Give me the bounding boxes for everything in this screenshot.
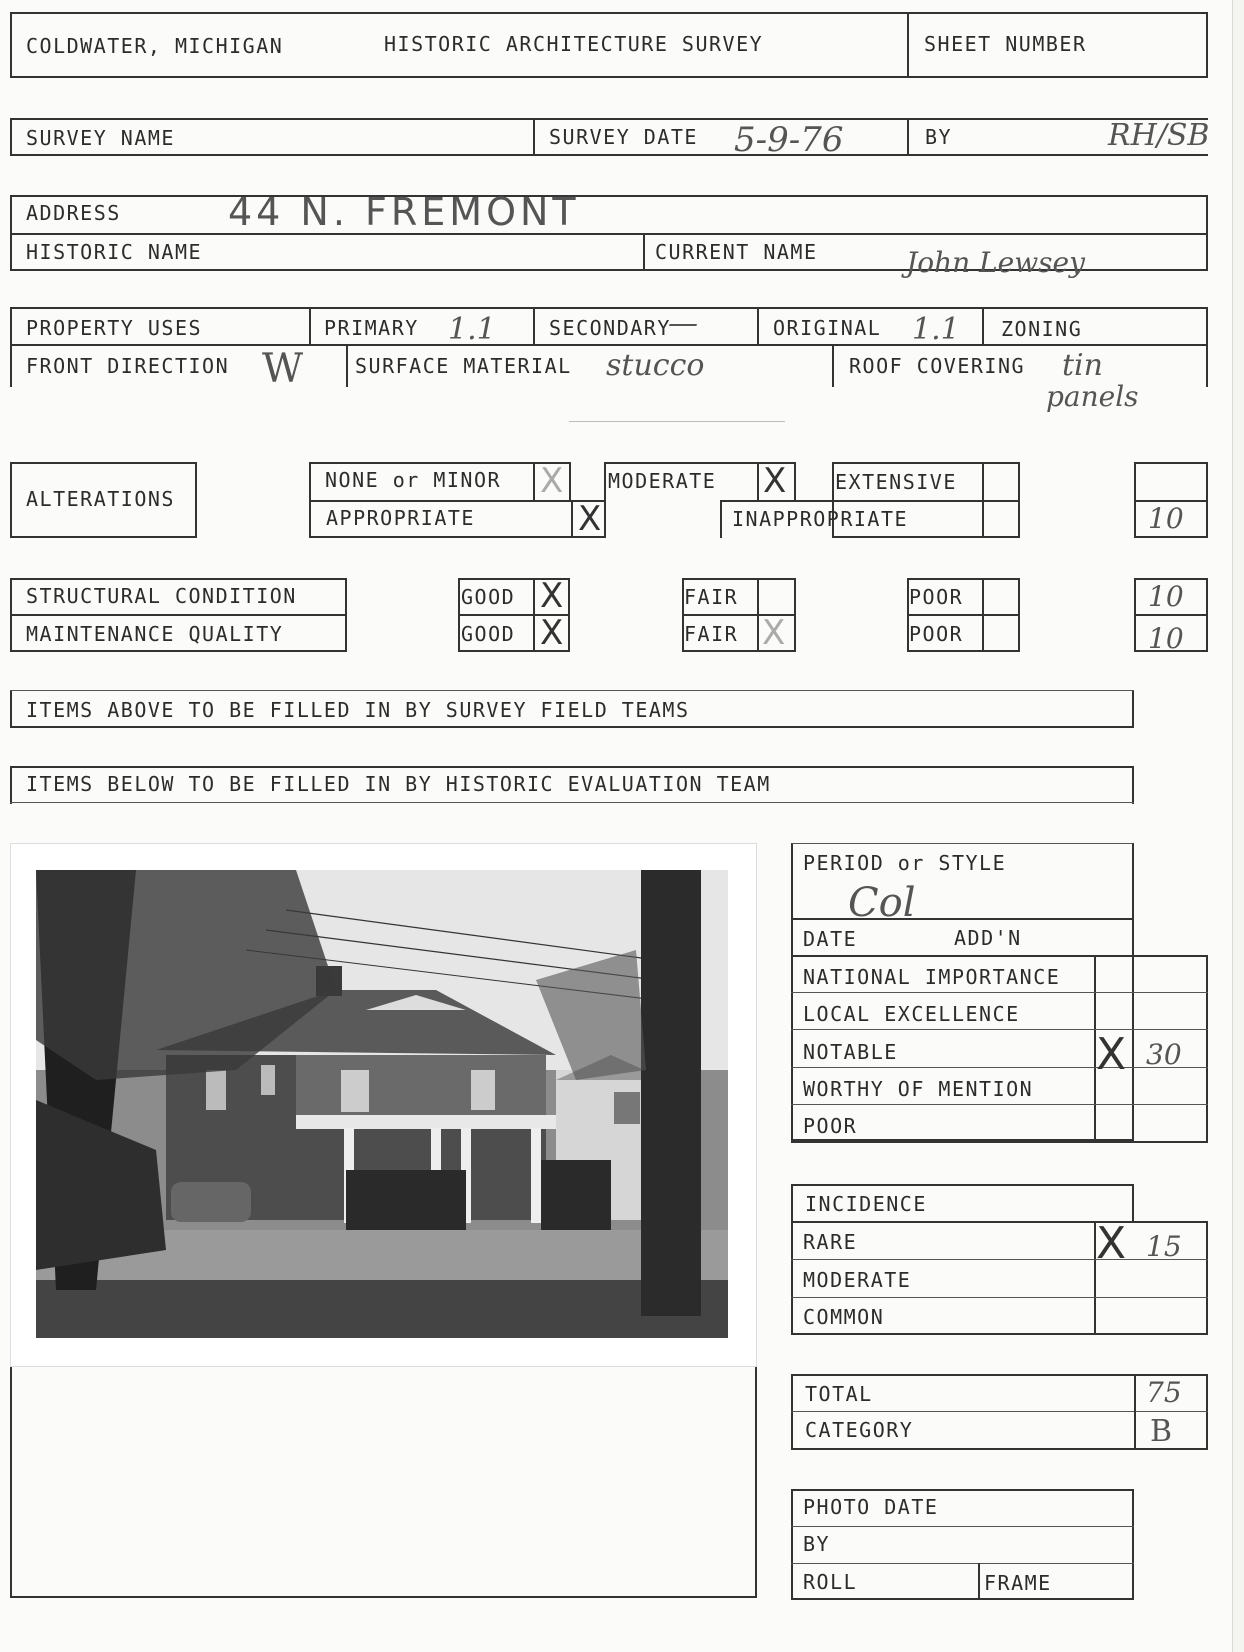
- incidence-row-2: [791, 1297, 1208, 1298]
- survey-by-value: RH/SB: [1108, 118, 1210, 153]
- header-divider: [907, 12, 909, 78]
- address-divider: [10, 233, 1208, 235]
- photo-info-row-1: [791, 1526, 1134, 1527]
- importance-row-4: [791, 1104, 1208, 1105]
- national-label: NATIONAL IMPORTANCE: [803, 965, 1061, 989]
- importance-bottom: [791, 1141, 1208, 1143]
- eval-poor-label: POOR: [803, 1114, 858, 1138]
- maintenance-fair-mark: X: [762, 613, 786, 653]
- property-uses-label: PROPERTY USES: [26, 316, 203, 340]
- moderate-label: MODERATE: [608, 469, 717, 493]
- primary-divider: [309, 307, 311, 345]
- none-minor-mark: X: [540, 461, 564, 501]
- rare-mark: X: [1096, 1218, 1127, 1269]
- note-above-top: [10, 690, 1134, 691]
- surface-divider: [346, 344, 348, 387]
- photo-info-row-2: [791, 1563, 1134, 1564]
- date-row-top: [791, 918, 1134, 920]
- frame-label: FRAME: [984, 1571, 1052, 1595]
- survey-divider-2: [907, 118, 909, 156]
- photo-by-label: BY: [803, 1532, 831, 1556]
- front-direction-label: FRONT DIRECTION: [26, 354, 230, 378]
- total-label: TOTAL: [805, 1382, 873, 1406]
- category-label: CATEGORY: [805, 1418, 914, 1442]
- maintenance-quality-label: MAINTENANCE QUALITY: [26, 622, 284, 646]
- good-check-divider: [533, 578, 535, 652]
- roof-covering-value-1: tin: [1062, 348, 1103, 383]
- inappropriate-label: INAPPROPRIATE: [732, 507, 909, 531]
- totals-score-divider: [1134, 1374, 1136, 1450]
- appropriate-mark: X: [578, 499, 602, 539]
- incidence-moderate-label: MODERATE: [803, 1268, 912, 1292]
- appropriate-check-divider: [571, 500, 573, 538]
- incidence-label: INCIDENCE: [805, 1192, 927, 1216]
- structural-poor-label: POOR: [909, 585, 964, 609]
- current-name-value: John Lewsey: [906, 246, 1085, 279]
- rare-label: RARE: [803, 1230, 858, 1254]
- property-divider: [10, 344, 1208, 346]
- header-title: HISTORIC ARCHITECTURE SURVEY: [384, 32, 764, 56]
- maintenance-poor-label: POOR: [909, 622, 964, 646]
- poor-check-divider: [982, 578, 984, 652]
- notable-mark: X: [1096, 1029, 1127, 1080]
- extensive-label: EXTENSIVE: [835, 470, 957, 494]
- maintenance-fair-label: FAIR: [684, 622, 739, 646]
- roof-divider: [832, 344, 834, 387]
- faint-rule: [569, 421, 785, 422]
- notable-label: NOTABLE: [803, 1040, 898, 1064]
- note-above: ITEMS ABOVE TO BE FILLED IN BY SURVEY FIELD TEAMS: [26, 698, 690, 722]
- alterations-score: 10: [1148, 502, 1184, 535]
- maintenance-score: 10: [1148, 622, 1184, 655]
- structural-good-label: GOOD: [461, 585, 516, 609]
- poor-divider: [907, 614, 1020, 616]
- note-below-bottom: [10, 802, 1134, 803]
- survey-date-label: SURVEY DATE: [549, 125, 698, 149]
- importance-row-2: [791, 1029, 1208, 1030]
- current-name-label: CURRENT NAME: [655, 240, 818, 264]
- none-minor-label: NONE or MINOR: [325, 468, 502, 492]
- historic-name-label: HISTORIC NAME: [26, 240, 203, 264]
- property-right-edge: [1206, 307, 1208, 387]
- maintenance-good-mark: X: [540, 613, 564, 653]
- totals-divider: [791, 1411, 1208, 1412]
- survey-divider-1: [533, 118, 535, 156]
- condition-label-divider: [10, 614, 347, 616]
- original-divider: [757, 307, 759, 345]
- original-value: 1.1: [912, 312, 960, 347]
- roof-covering-value-2: panels: [1046, 380, 1139, 413]
- date-label: DATE: [803, 927, 858, 951]
- common-label: COMMON: [803, 1305, 885, 1329]
- note-below: ITEMS BELOW TO BE FILLED IN BY HISTORIC EVALUATION TEAM: [26, 772, 771, 796]
- surface-material-value: stucco: [606, 348, 705, 383]
- rare-score: 15: [1146, 1230, 1182, 1263]
- period-value: Col: [848, 880, 916, 926]
- address-value: 44 N. FREMONT: [228, 190, 580, 234]
- sheet-number-label: SHEET NUMBER: [924, 32, 1087, 56]
- roof-covering-label: ROOF COVERING: [849, 354, 1026, 378]
- primary-label: PRIMARY: [324, 316, 419, 340]
- structural-condition-label: STRUCTURAL CONDITION: [26, 584, 297, 608]
- secondary-label: SECONDARY: [549, 316, 671, 340]
- header-location: COLDWATER, MICHIGAN: [26, 34, 284, 58]
- moderate-check-divider: [757, 462, 759, 500]
- extensive-divider: [720, 500, 1020, 502]
- importance-row-1: [791, 992, 1208, 993]
- frame-divider: [978, 1563, 980, 1600]
- local-label: LOCAL EXCELLENCE: [803, 1002, 1020, 1026]
- structural-fair-label: FAIR: [684, 585, 739, 609]
- worthy-label: WORTHY OF MENTION: [803, 1077, 1034, 1101]
- address-label: ADDRESS: [26, 201, 121, 225]
- house-photo: [10, 843, 757, 1367]
- zoning-label: ZONING: [1001, 317, 1083, 341]
- primary-value: 1.1: [448, 312, 496, 347]
- survey-date-value: 5-9-76: [734, 120, 844, 160]
- none-minor-check-divider: [533, 462, 535, 500]
- survey-by-label: BY: [925, 125, 953, 149]
- original-label: ORIGINAL: [773, 316, 882, 340]
- condition-score-divider: [1134, 614, 1208, 616]
- roll-label: ROLL: [803, 1570, 858, 1594]
- notable-score: 30: [1146, 1038, 1182, 1071]
- front-direction-value: W: [262, 346, 304, 392]
- alterations-label: ALTERATIONS: [26, 487, 175, 511]
- fair-check-divider: [757, 578, 759, 652]
- house-photo-image: [36, 870, 728, 1338]
- photo-date-label: PHOTO DATE: [803, 1495, 939, 1519]
- secondary-divider: [533, 307, 535, 345]
- maintenance-good-label: GOOD: [461, 622, 516, 646]
- survey-name-label: SURVEY NAME: [26, 126, 175, 150]
- total-value: 75: [1146, 1376, 1182, 1409]
- secondary-value: —: [668, 306, 698, 341]
- addn-label: ADD'N: [954, 926, 1022, 950]
- appropriate-label: APPROPRIATE: [326, 506, 475, 530]
- structural-score: 10: [1148, 580, 1184, 613]
- current-name-divider: [643, 233, 645, 271]
- zoning-divider: [982, 307, 984, 345]
- surface-material-label: SURFACE MATERIAL: [355, 354, 572, 378]
- category-value: B: [1150, 1414, 1173, 1449]
- period-label: PERIOD or STYLE: [803, 851, 1007, 875]
- moderate-mark: X: [763, 461, 787, 501]
- inappropriate-left: [720, 500, 722, 538]
- structural-good-mark: X: [540, 576, 564, 616]
